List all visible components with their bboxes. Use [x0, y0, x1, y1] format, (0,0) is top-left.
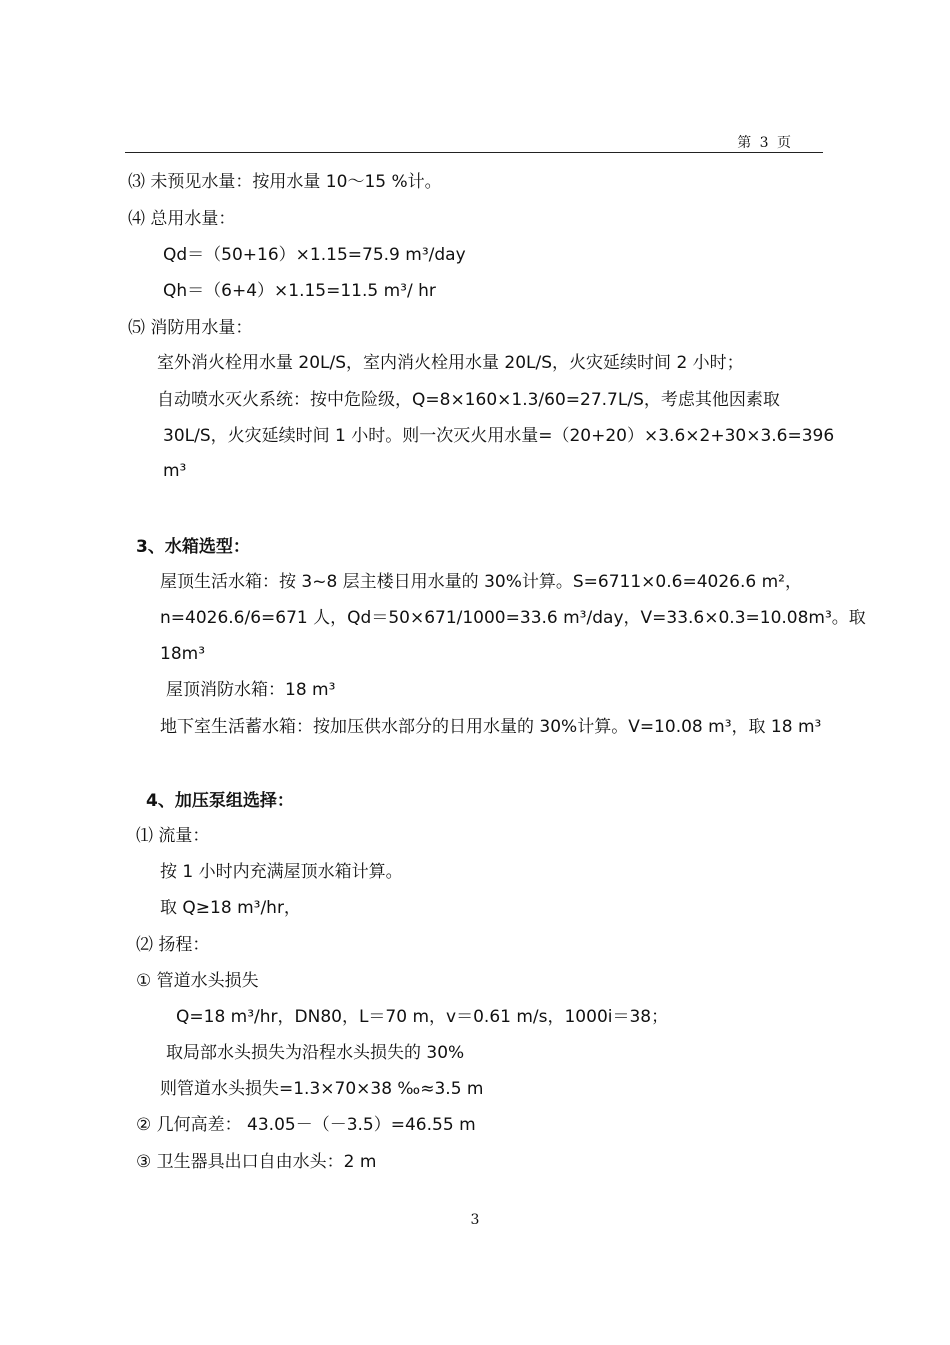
text-line: ⑵ 扬程： — [136, 935, 210, 955]
text-line: 18m³ — [160, 644, 206, 664]
text-line: ① 管道水头损失 — [136, 971, 259, 991]
header-page-label: 第 3 页 — [737, 135, 793, 151]
page-header — [125, 128, 823, 153]
text-line: 按 1 小时内充满屋顶水箱计算。 — [160, 862, 403, 882]
text-line: 取 Q≥18 m³/hr， — [160, 898, 301, 918]
text-line: ③ 卫生器具出口自由水头：2 m — [136, 1152, 377, 1172]
text-line: ⑷ 总用水量： — [128, 209, 236, 229]
text-line: 30L/S，火灾延续时间 1 小时。则一次灭火用水量=（20+20）×3.6×2+30×3.6=396 — [163, 426, 835, 446]
text-line: ⑸ 消防用水量： — [128, 318, 253, 338]
formula-line: Q=18 m³/hr，DN80，L＝70 m，v＝0.61 m/s，1000i＝38； — [176, 1007, 669, 1027]
formula-line: Qh＝（6+4）×1.15=11.5 m³/ hr — [163, 281, 436, 301]
text-line: ⑶ 未预见水量：按用水量 10～15 %计。 — [128, 172, 442, 192]
text-line: m³ — [163, 461, 187, 481]
text-line: 地下室生活蓄水箱：按加压供水部分的日用水量的 30%计算。V=10.08 m³，取 18 m³ — [160, 717, 822, 737]
text-line: n=4026.6/6=671 人，Qd＝50×671/1000=33.6 m³/day，V=33.6×0.3=10.08m³。取 — [160, 608, 866, 628]
text-line: 自动喷水灭火系统：按中危险级，Q=8×160×1.3/60=27.7L/S，考虑其他因素取 — [157, 390, 780, 410]
text-line: 屋顶生活水箱：按 3~8 层主楼日用水量的 30%计算。S=6711×0.6=4026.6 m²， — [160, 572, 802, 592]
text-line: ② 几何高差： 43.05－（－3.5）=46.55 m — [136, 1115, 476, 1135]
section-heading-pump: 4、加压泵组选择： — [146, 791, 294, 811]
formula-line: Qd＝（50+16）×1.15=75.9 m³/day — [163, 245, 466, 265]
text-line: 取局部水头损失为沿程水头损失的 30% — [166, 1043, 465, 1063]
text-line: ⑴ 流量： — [136, 826, 210, 846]
text-line: 则管道水头损失=1.3×70×38 ‰≈3.5 m — [160, 1079, 484, 1099]
text-line: 屋顶消防水箱：18 m³ — [166, 680, 336, 700]
text-line: 室外消火栓用水量 20L/S，室内消火栓用水量 20L/S，火灾延续时间 2 小时； — [157, 353, 744, 373]
section-heading-water-tank: 3、水箱选型： — [136, 537, 250, 557]
page-number: 3 — [470, 1212, 480, 1228]
